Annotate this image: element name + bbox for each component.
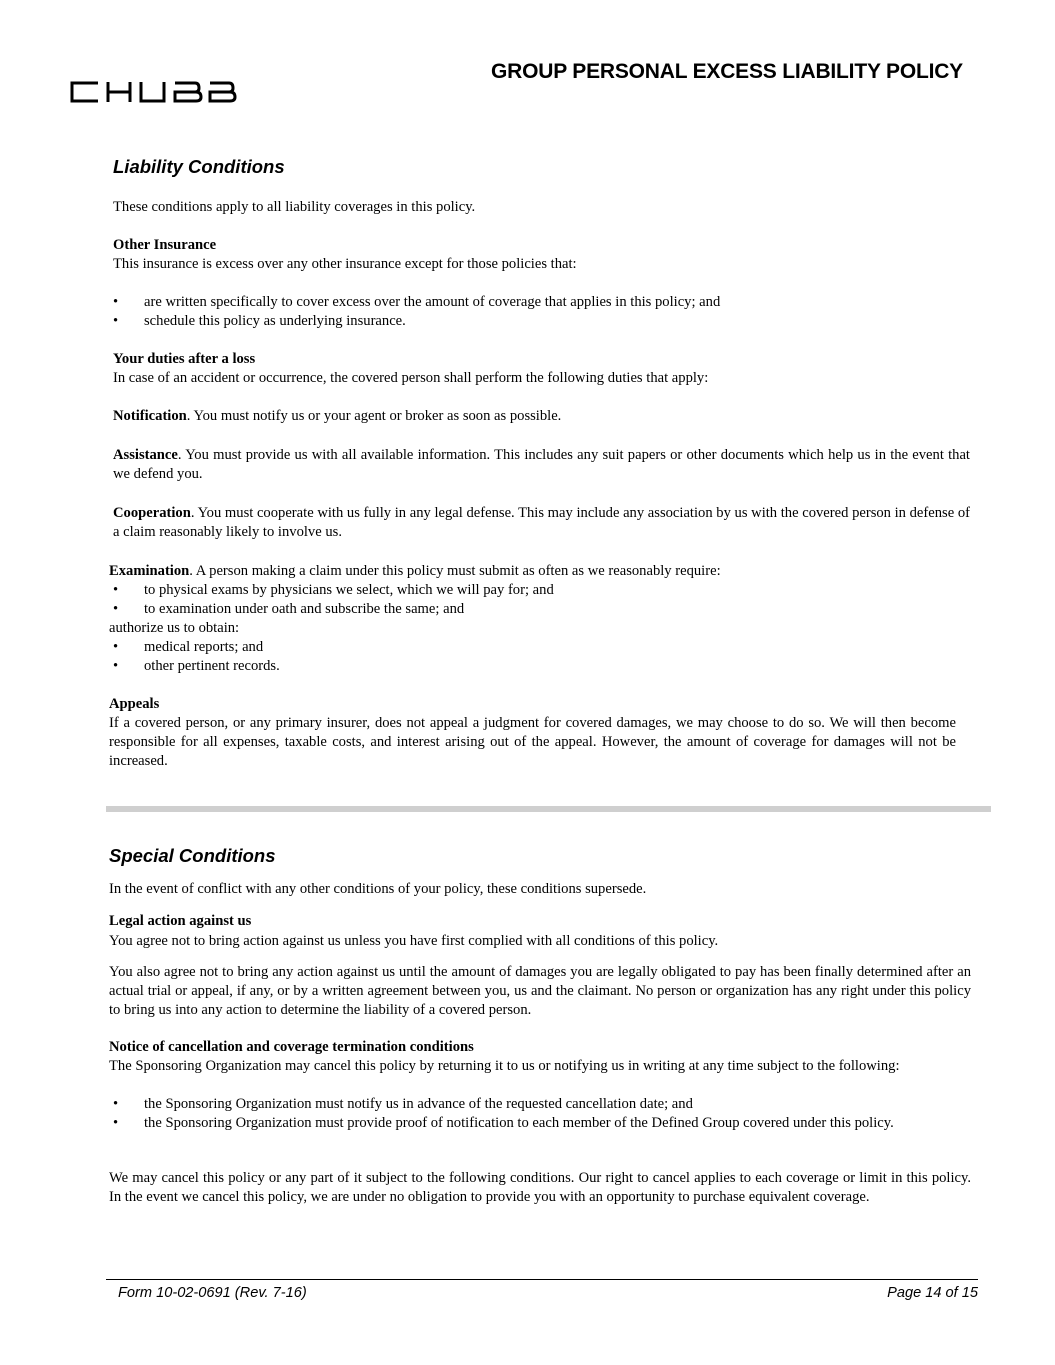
appeals-heading: Appeals bbox=[109, 696, 160, 712]
legal-action-heading: Legal action against us bbox=[109, 913, 252, 929]
special-intro: In the event of conflict with any other conditions of your policy, these conditions supersede. bbox=[109, 881, 647, 897]
cooperation-paragraph: Cooperation. You must cooperate with us fully in any legal defense. This may include any association by us with the covered person in defense of a claim reasonably likely to involve us. bbox=[113, 505, 970, 541]
liability-intro: These conditions apply to all liability coverages in this policy. bbox=[113, 199, 476, 215]
legal-action-text: You agree not to bring action against us unless you have first complied with all conditions of this policy. bbox=[109, 933, 719, 949]
authorize-text: authorize us to obtain: bbox=[109, 620, 240, 636]
duties-heading: Your duties after a loss bbox=[113, 351, 256, 367]
cooperation-label: Cooperation bbox=[113, 505, 191, 521]
assistance-paragraph: Assistance. You must provide us with all available information. This includes any suit papers or other documents which help us in the event that we defend you. bbox=[113, 447, 970, 483]
footer-rule bbox=[106, 1279, 978, 1280]
list-item: • schedule this policy as underlying insurance. bbox=[113, 313, 406, 330]
notification-paragraph: Notification. You must notify us or your agent or broker as soon as possible. bbox=[113, 408, 562, 424]
liability-conditions-heading: Liability Conditions bbox=[113, 156, 285, 177]
examination-label: Examination bbox=[109, 563, 190, 579]
list-item: • to physical exams by physicians we select, which we will pay for; and bbox=[113, 582, 554, 598]
list-item: • to examination under oath and subscribe the same; and bbox=[113, 601, 465, 618]
form-number: Form 10-02-0691 (Rev. 7-16) bbox=[118, 1285, 307, 1301]
other-insurance-text: This insurance is excess over any other insurance except for those policies that: bbox=[113, 256, 577, 272]
authorize-list bbox=[109, 638, 969, 676]
cancellation-list bbox=[109, 1095, 971, 1133]
list-item: • the Sponsoring Organization must provide proof of notification to each member of the Defined Group covered under this policy. bbox=[113, 1115, 894, 1132]
section-divider bbox=[106, 806, 991, 812]
examination-paragraph: Examination. A person making a claim under this policy must submit as often as we reasonably require: bbox=[109, 563, 721, 579]
other-insurance-list bbox=[109, 293, 969, 331]
duties-text: In case of an accident or occurrence, the covered person shall perform the following duties that apply: bbox=[113, 370, 709, 386]
legal-action-text-2: You also agree not to bring any action against us until the amount of damages you are legally obligated to pay has been finally determined after an actual trial or appeal, if any, or by a written agreement between you, us and the claimant. No person or organization has any right under this policy to bring us into any action to determine the liability of a covered person. bbox=[109, 964, 971, 1019]
other-insurance-heading: Other Insurance bbox=[113, 237, 217, 253]
list-item: • other pertinent records. bbox=[113, 658, 280, 675]
policy-title: GROUP PERSONAL EXCESS LIABILITY POLICY bbox=[491, 60, 963, 83]
list-item: • the Sponsoring Organization must notify us in advance of the requested cancellation date; and bbox=[113, 1096, 693, 1112]
appeals-text: If a covered person, or any primary insurer, does not appeal a judgment for covered damages, we may choose to do so. We will then become responsible for all expenses, taxable costs, and interest arising out of the appeal. However, the amount of coverage for damages will not be increased. bbox=[109, 715, 956, 770]
cancellation-text-2: We may cancel this policy or any part of it subject to the following conditions. Our right to cancel applies to each coverage or limit in this policy. In the event we cancel this policy, we are under no obligation to provide you with an opportunity to purchase equivalent coverage. bbox=[109, 1170, 971, 1206]
notification-label: Notification bbox=[113, 408, 187, 424]
assistance-label: Assistance bbox=[113, 447, 178, 463]
special-conditions-heading: Special Conditions bbox=[109, 845, 276, 866]
page-number: Page 14 of 15 bbox=[887, 1285, 978, 1301]
cancellation-text: The Sponsoring Organization may cancel this policy by returning it to us or notifying us in writing at any time subject to the following: bbox=[109, 1058, 900, 1074]
chubb-logo bbox=[68, 80, 238, 104]
examination-list bbox=[109, 581, 969, 619]
list-item: • are written specifically to cover excess over the amount of coverage that applies in this policy; and bbox=[113, 294, 721, 310]
list-item: • medical reports; and bbox=[113, 639, 264, 655]
cancellation-heading: Notice of cancellation and coverage termination conditions bbox=[109, 1039, 474, 1055]
